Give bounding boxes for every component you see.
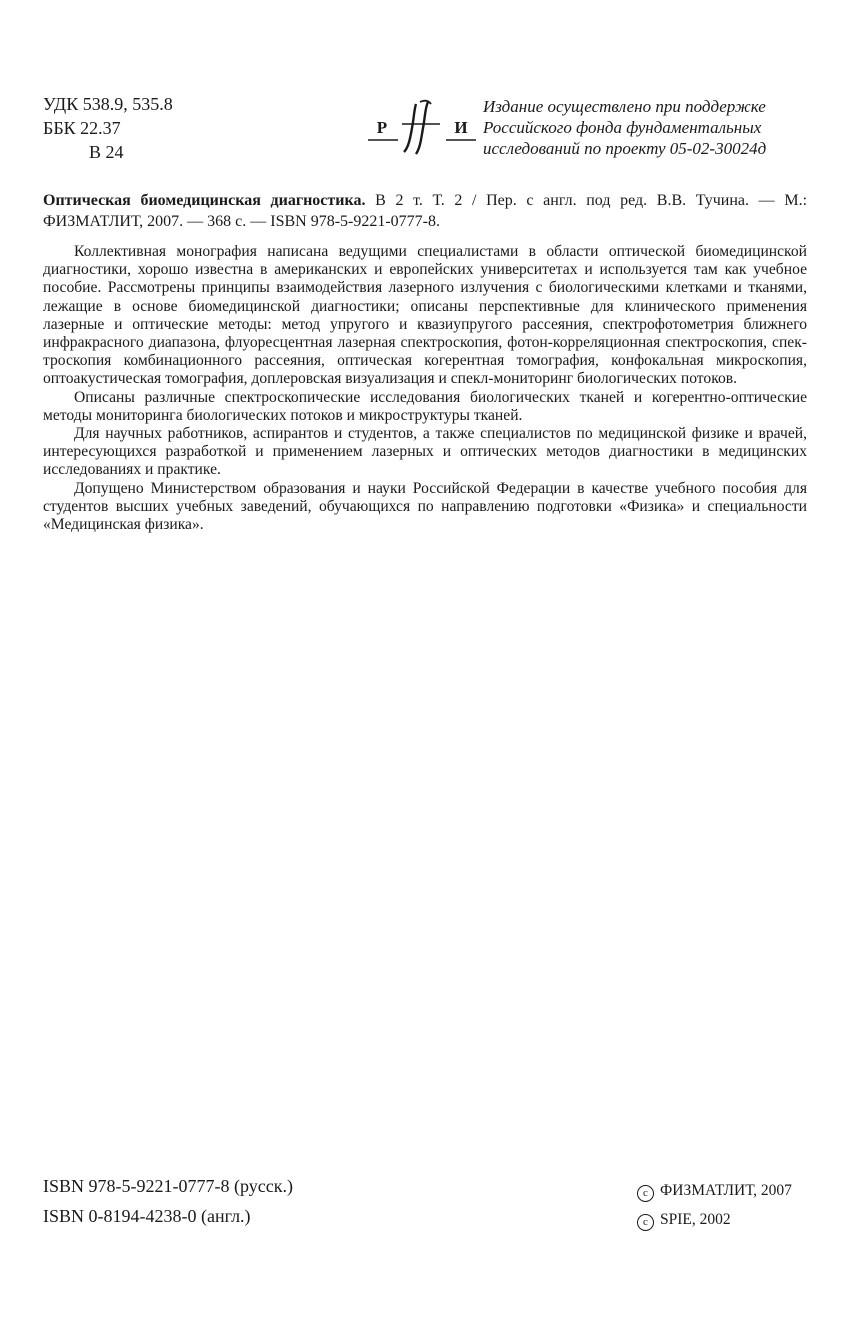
logo-left-letter: Р	[376, 118, 388, 137]
abstract-paragraph-1: Коллективная монография написана ведущими специалистами в области оптической биомедицинской диагностики, хорошо известна в американских и европейских университетах и используется там как учебное пособие. Рассмотрены принципы взаимодействия лазерного излучения с биологическими клетками и тканями, лежащие в основе биомедицинской диагностики; описаны перспективные для клинического применения лазерные и оптические методы: метод упругого и квазиупругого рассеяния, спектрофотометрия ближнего инфракрасного диапазона, флуоресцентная лазерная спектроскопия, фотон-корреляционная спектроскопия, спектроскопия комбинационного рассеяния, оптическая когерентная томография, конфокальная микроскопия, оптоакустическая томография, доплеровская визуализация и спекл-мониторинг биологических потоков.	[43, 243, 807, 388]
support-line-3: исследований по проекту 05-02-30024д	[483, 139, 767, 158]
copyright-line-2	[637, 1205, 792, 1234]
rffi-logo-icon	[368, 98, 478, 156]
logo-stroke-3	[420, 101, 431, 104]
logo-stroke-2	[416, 102, 428, 154]
copyright-icon: c	[637, 1185, 654, 1202]
copyright-icon: c	[637, 1214, 654, 1231]
support-line-2: Российского фонда фундаментальных	[483, 118, 762, 137]
copyright-line-1	[637, 1176, 792, 1205]
abstract-paragraph-4: Допущено Министерством образования и науки Российской Федерации в качестве учебного пособия для студентов высших учебных заведений, обучающихся по направлению подготовки «Физика» и специальности «Медицинская физика».	[43, 479, 807, 534]
isbn-english: ISBN 0-8194-4238-0 (англ.)	[43, 1206, 251, 1226]
abstract-paragraph-2: Описаны различные спектроскопические исследования биологических тканей и когерентно-оптические методы мониторинга биологических потоков и микроструктуры тканей.	[43, 388, 807, 424]
author-mark: В 24	[89, 142, 124, 162]
bibliographic-entry	[43, 190, 807, 232]
isbn-russian: ISBN 978-5-9221-0777-8 (русск.)	[43, 1176, 293, 1196]
copyright-holder-1: ФИЗМАТЛИТ, 2007	[660, 1182, 792, 1199]
logo-stroke-1	[404, 104, 416, 152]
abstract	[43, 243, 807, 534]
bbk-code: ББК 22.37	[43, 118, 121, 138]
logo-right-letter: И	[454, 118, 468, 137]
book-title: Оптическая биомедицинская диагностика.	[43, 192, 366, 209]
abstract-paragraph-3: Для научных работников, аспирантов и студентов, а также специалистов по медицинской физике и врачей, интересующихся разработкой и применением лазерных и оптических методов диагностики в медицинских исследованиях и практике.	[43, 425, 807, 479]
classification-block	[43, 92, 173, 164]
copyright-holder-2: SPIE, 2002	[660, 1211, 731, 1228]
support-notice	[483, 96, 813, 159]
udk-code: УДК 538.9, 535.8	[43, 94, 173, 114]
bibliographic-details: В 2 т. Т. 2 / Пер. с англ. под ред. В.В. Тучина. — М.: ФИЗМАТЛИТ, 2007. — 368 с. — ISBN 978-5-9221-0777-8.	[43, 192, 808, 230]
support-line-1: Издание осуществлено при поддержке	[483, 97, 766, 116]
copyright-block	[637, 1176, 792, 1234]
isbn-list	[43, 1171, 293, 1231]
